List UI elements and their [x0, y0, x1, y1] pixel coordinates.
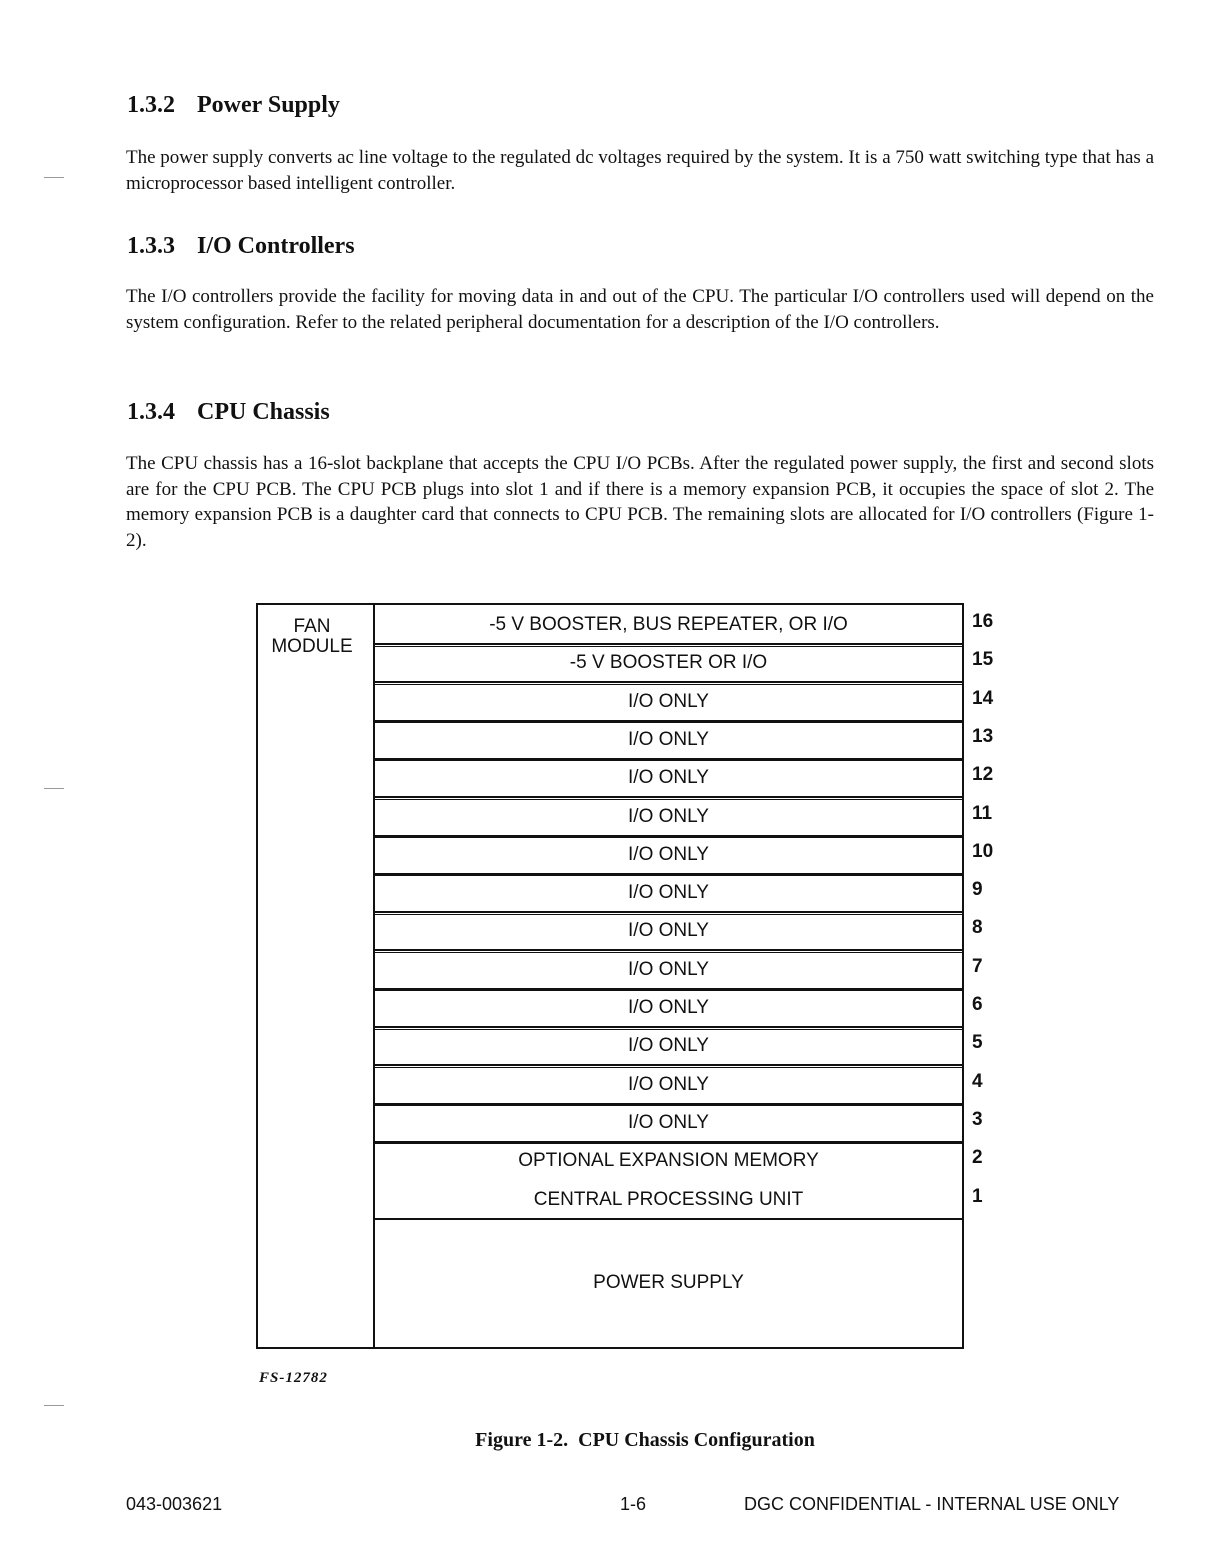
- chassis-slot-label: I/O ONLY: [628, 1073, 709, 1095]
- slot-number: 5: [972, 1032, 983, 1054]
- chassis-slot-13: [375, 722, 962, 758]
- chassis-slot-4: [375, 1067, 962, 1103]
- margin-mark: [44, 177, 64, 178]
- chassis-slot-8: [375, 913, 962, 949]
- slot-number: 1: [972, 1185, 983, 1207]
- slot-number: 9: [972, 879, 983, 901]
- section-text-cpu-chassis: The CPU chassis has a 16-slot backplane that accepts the CPU I/O PCBs. After the regulated power supply, the first and second slots are for the CPU PCB. The CPU PCB plugs into slot 1 and if there is a memory expansion PCB, it occupies the space of slot 2. The memory expansion PCB is a daughter card that connects to CPU PCB. The remaining slots are allocated for I/O controllers (Figure 1-2).: [126, 453, 1154, 551]
- page-number: 1-6: [620, 1494, 647, 1514]
- slot-number: 4: [972, 1070, 983, 1092]
- chassis-slot-label: -5 V BOOSTER OR I/O: [569, 652, 768, 674]
- slot-number: 15: [972, 649, 994, 671]
- power-supply-label: POWER SUPPLY: [593, 1271, 744, 1293]
- margin-mark: [44, 1405, 64, 1406]
- figure-caption: Figure 1-2. CPU Chassis Configuration: [475, 1429, 815, 1451]
- chassis-slot-3: [375, 1105, 962, 1141]
- chassis-slot-14: [375, 684, 962, 720]
- chassis-slot-label: CENTRAL PROCESSING UNIT: [533, 1188, 804, 1210]
- chassis-slot-label: I/O ONLY: [628, 767, 709, 789]
- chassis-slot-9: [375, 875, 962, 911]
- slot-number: 14: [972, 687, 994, 709]
- fan-module-label: [258, 617, 366, 657]
- chassis-slot-label: I/O ONLY: [628, 805, 709, 827]
- slot-number: 6: [972, 994, 983, 1015]
- margin-mark: [44, 788, 64, 789]
- figure-id: FS-12782: [259, 1370, 328, 1386]
- slot-number: 2: [972, 1147, 983, 1169]
- chassis-slot-label: I/O ONLY: [628, 920, 709, 942]
- section-text-io-controllers: The I/O controllers provide the facility for moving data in and out of the CPU. The particular I/O controllers used will depend on the system configuration. Refer to the related peripheral documentation for a description of the I/O controllers.: [126, 286, 1154, 333]
- fan-module: [258, 605, 375, 1347]
- doc-number: 043-003621: [126, 1494, 223, 1514]
- power-supply-slot: [375, 1218, 962, 1347]
- chassis-slot-label: I/O ONLY: [628, 843, 709, 865]
- fan-module-label-text: FAN MODULE: [271, 616, 353, 657]
- chassis-slot-1: [375, 1182, 962, 1218]
- chassis-slot-label: -5 V BOOSTER, BUS REPEATER, OR I/O: [489, 614, 848, 635]
- chassis-slot-5: [375, 1028, 962, 1064]
- chassis-slot-label: I/O ONLY: [628, 882, 709, 904]
- slot-number: 11: [972, 802, 993, 824]
- chassis-slot-12: [375, 760, 962, 796]
- chassis-slot-label: I/O ONLY: [628, 1035, 709, 1057]
- slot-number: 3: [972, 1108, 983, 1130]
- chassis-slot-label: OPTIONAL EXPANSION MEMORY: [518, 1150, 819, 1172]
- slot-number: 7: [972, 955, 983, 977]
- chassis-slot-label: I/O ONLY: [628, 958, 709, 980]
- chassis-slot-6: [375, 990, 962, 1026]
- chassis-slot-11: [375, 799, 962, 835]
- chassis-slot-15: [375, 645, 962, 681]
- slot-number: 16: [972, 611, 994, 632]
- section-heading-cpu-chassis: 1.3.4 CPU Chassis: [127, 399, 330, 425]
- classification-notice: DGC CONFIDENTIAL - INTERNAL USE ONLY: [744, 1494, 1120, 1514]
- cpu-chassis-diagram: [256, 603, 964, 1349]
- slot-number: 12: [972, 764, 994, 786]
- chassis-slot-label: I/O ONLY: [628, 997, 709, 1018]
- chassis-slot-2: [375, 1143, 962, 1179]
- chassis-slot-10: [375, 837, 962, 873]
- slot-number: 13: [972, 725, 994, 747]
- chassis-slot-label: I/O ONLY: [628, 1111, 709, 1133]
- chassis-slot-16: [375, 607, 962, 643]
- slot-number: 8: [972, 917, 983, 939]
- section-text-power-supply: The power supply converts ac line voltage to the regulated dc voltages required by the system. It is a 750 watt switching type that has a microprocessor based intelligent controller.: [126, 147, 1154, 194]
- section-heading-io-controllers: 1.3.3 I/O Controllers: [127, 233, 355, 259]
- chassis-slot-label: I/O ONLY: [628, 690, 709, 712]
- slot-number: 10: [972, 840, 994, 862]
- section-heading-power-supply: 1.3.2 Power Supply: [127, 92, 340, 118]
- chassis-slot-label: I/O ONLY: [628, 728, 709, 750]
- chassis-slot-7: [375, 952, 962, 988]
